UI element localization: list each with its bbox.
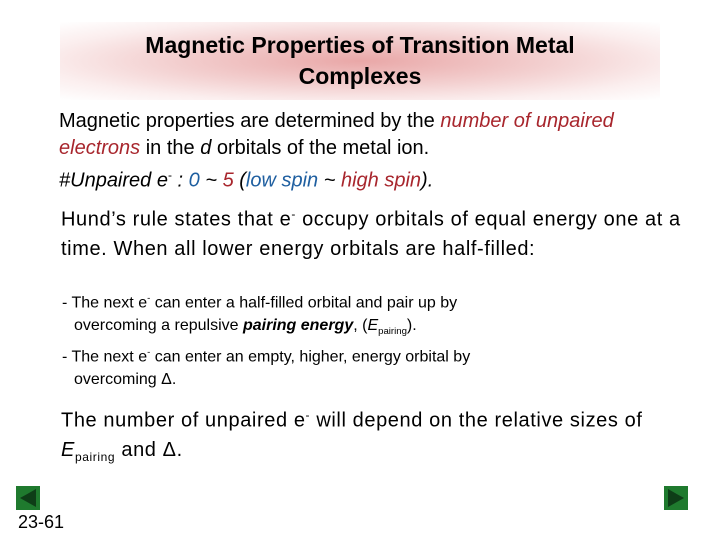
p1-superscript: -: [167, 168, 172, 182]
bullet2-superscript: -: [147, 347, 151, 358]
bullet1-superscript: -: [147, 293, 151, 304]
bullet-pairing: [62, 287, 457, 344]
page-number: 23-61: [18, 512, 65, 532]
p1-text: (: [233, 169, 246, 192]
p3-E: E: [61, 438, 75, 461]
p3-subscript: pairing: [74, 449, 116, 464]
p2-text: Hund’s rule states that e: [61, 208, 292, 231]
paragraph-conclusion: [61, 401, 701, 472]
p1-five: 5: [222, 169, 234, 192]
triangle-right-icon: [664, 486, 688, 510]
bullet1-text: ).: [406, 317, 417, 335]
p1-high-spin: high spin: [340, 169, 422, 192]
p1-text: ~: [199, 169, 223, 192]
title-line-1: Magnetic Properties of Transition Metal: [145, 32, 575, 58]
p2-text: occupy orbitals of equal energy one at a time. When all lower energy orbitals are half-filled:: [61, 208, 681, 260]
p1-low-spin: low spin: [245, 169, 319, 192]
bullet2-text: - The next e: [62, 348, 148, 366]
pairing-energy-term: pairing energy: [242, 317, 354, 335]
p3-text: and Δ.: [115, 438, 183, 461]
slide-title: [60, 30, 660, 92]
bullet1-text: overcoming a repulsive: [74, 317, 243, 335]
p3-text: will depend on the relative sizes of: [310, 409, 643, 432]
bullet1-text: , (: [353, 317, 368, 335]
paragraph-magnetic-properties: [59, 108, 699, 195]
p1-text: ~: [318, 169, 341, 192]
p1-text: in the: [140, 137, 201, 159]
p1-zero: 0: [188, 169, 200, 192]
previous-slide-button[interactable]: [16, 486, 40, 510]
title-line-2: Complexes: [298, 63, 422, 89]
p1-unpaired-label: #Unpaired e: [59, 169, 168, 192]
p1-highlight-unpaired: number of unpaired electrons: [59, 110, 614, 159]
next-slide-button[interactable]: [664, 486, 688, 510]
bullet2-text: can enter an empty, higher, energy orbital by: [150, 348, 471, 366]
p1-text: Magnetic properties are determined by the: [59, 110, 441, 132]
p3-superscript: -: [305, 408, 311, 422]
p1-text: :: [171, 169, 189, 192]
p3-text: The number of unpaired e: [61, 409, 306, 432]
p1-d-italic: d: [200, 137, 212, 159]
bullet-delta: [62, 341, 470, 391]
p1-text: orbitals of the metal ion.: [211, 137, 430, 159]
paragraph-hunds-rule: [61, 200, 701, 264]
p1-text: ).: [421, 169, 434, 192]
bullet2-text: overcoming Δ.: [74, 371, 177, 389]
bullet1-text: can enter a half-filled orbital and pair up by: [150, 294, 458, 312]
bullet1-E: E: [367, 317, 379, 335]
bullet1-text: - The next e: [62, 294, 148, 312]
bullet1-subscript: pairing: [378, 326, 407, 338]
triangle-left-icon: [16, 486, 40, 510]
p2-superscript: -: [291, 207, 296, 221]
